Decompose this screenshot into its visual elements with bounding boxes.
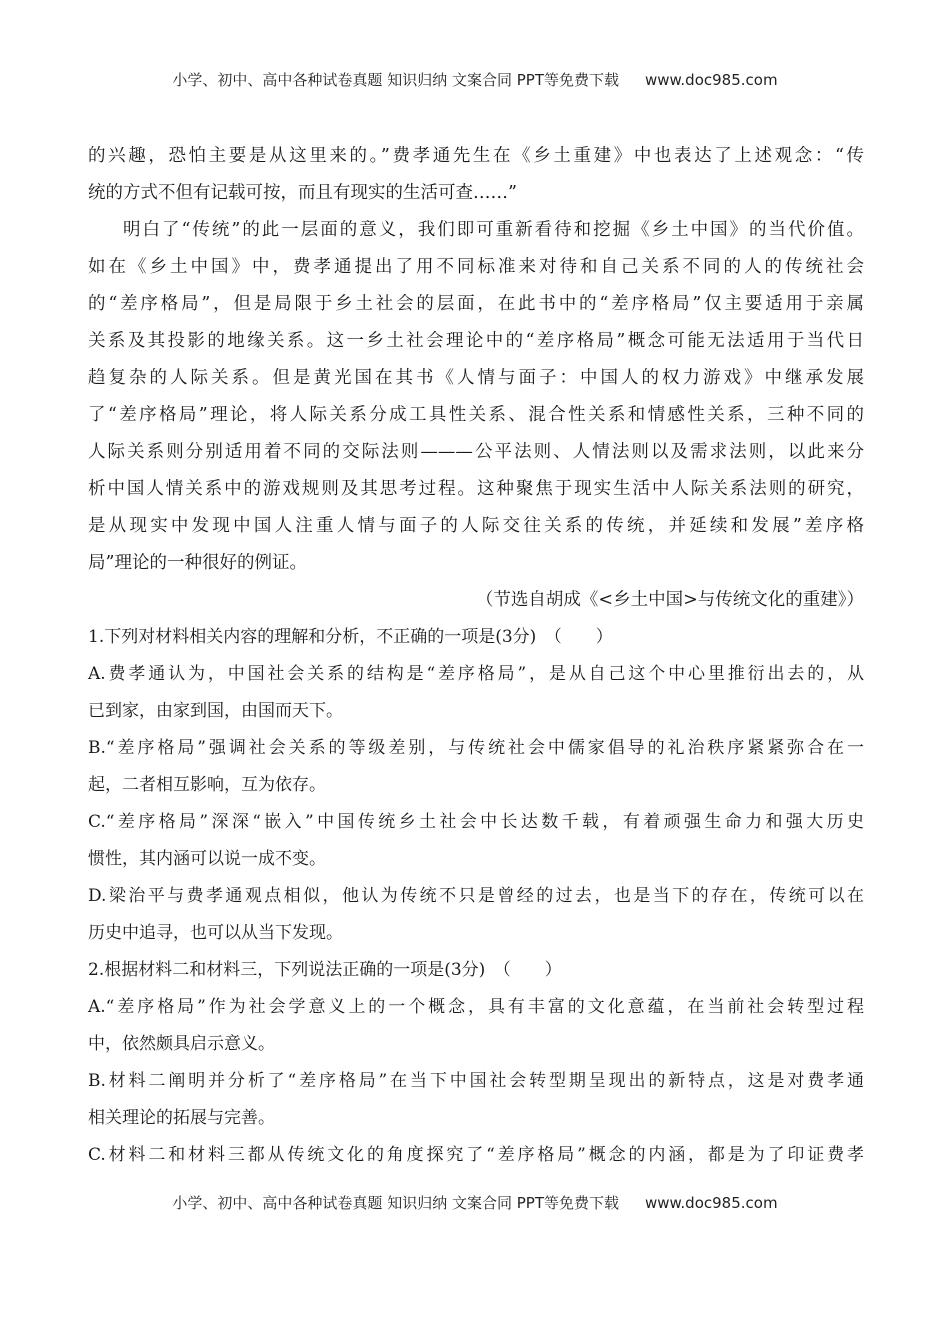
option-line: 相关理论的拓展与完善。	[88, 1108, 275, 1128]
option-line: A.费孝通认为，中国社会关系的结构是“差序格局”，是从自己这个中心里推衍出去的，从	[88, 664, 864, 684]
option-line: 起，二者相互影响，互为依存。	[88, 775, 326, 795]
source-citation: （节选自胡成《<乡土中国>与传统文化的重建》）	[475, 590, 864, 610]
option-line: C.材料二和材料三都从传统文化的角度探究了“差序格局”概念的内涵，都是为了印证费孝	[88, 1145, 864, 1165]
option-line: 中，依然颇具启示意义。	[88, 1034, 275, 1054]
option-line: B.“差序格局”强调社会关系的等级差别，与传统社会中儒家倡导的礼治秩序紧紧弥合在一	[88, 738, 864, 758]
passage-line: 的兴趣，恐怕主要是从这里来的。”费孝通先生在《乡土重建》中也表达了上述观念：“传	[88, 146, 864, 166]
option-line: D.梁治平与费孝通观点相似，他认为传统不只是曾经的过去，也是当下的存在，传统可以在	[88, 886, 864, 906]
passage-line: 析中国人情关系中的游戏规则及其思考过程。这种聚焦于现实生活中人际关系法则的研究，	[88, 479, 864, 499]
option-line: A.“差序格局”作为社会学意义上的一个概念，具有丰富的文化意蕴，在当前社会转型过程	[88, 997, 864, 1017]
option-line: 惯性，其内涵可以说一成不变。	[88, 849, 326, 869]
passage-line: 趋复杂的人际关系。但是黄光国在其书《人情与面子：中国人的权力游戏》中继承发展	[88, 368, 864, 388]
passage-line: 明白了“传统”的此一层面的意义，我们即可重新看待和挖掘《乡土中国》的当代价值。	[123, 220, 864, 240]
passage-line: 的“差序格局”，但是局限于乡土社会的层面，在此书中的“差序格局”仅主要适用于亲属	[88, 294, 864, 314]
passage-line: 人际关系则分别适用着不同的交际法则———公平法则、人情法则以及需求法则，以此来分	[88, 442, 864, 462]
passage-line: 关系及其投影的地缘关系。这一乡土社会理论中的“差序格局”概念可能无法适用于当代日	[88, 331, 864, 351]
document-body	[88, 138, 864, 1174]
header-url[interactable]: www.doc985.com	[644, 71, 778, 89]
question-1-stem: 1.下列对材料相关内容的理解和分析，不正确的一项是(3分) （ ）	[88, 627, 613, 647]
page-header	[0, 69, 950, 90]
page-footer	[0, 1192, 950, 1213]
option-line: 历史中追寻，也可以从当下发现。	[88, 923, 343, 943]
option-line: 已到家，由家到国，由国而天下。	[88, 701, 343, 721]
passage-line: 统的方式不但有记载可按，而且有现实的生活可查……”	[88, 183, 517, 203]
footer-text: 小学、初中、高中各种试卷真题 知识归纳 文案合同 PPT等免费下载	[172, 1194, 619, 1212]
passage-line: 局”理论的一种很好的例证。	[88, 553, 307, 573]
footer-url[interactable]: www.doc985.com	[644, 1194, 778, 1212]
option-line: C.“差序格局”深深“嵌入”中国传统乡土社会中长达数千载，有着顽强生命力和强大历史	[88, 812, 864, 832]
passage-line: 了“差序格局”理论，将人际关系分成工具性关系、混合性关系和情感性关系，三种不同的	[88, 405, 864, 425]
header-text: 小学、初中、高中各种试卷真题 知识归纳 文案合同 PPT等免费下载	[172, 71, 619, 89]
option-line: B.材料二阐明并分析了“差序格局”在当下中国社会转型期呈现出的新特点，这是对费孝通	[88, 1071, 864, 1091]
question-2-stem: 2.根据材料二和材料三，下列说法正确的一项是(3分) （ ）	[88, 960, 562, 980]
passage-line: 是从现实中发现中国人注重人情与面子的人际交往关系的传统，并延续和发展”差序格	[88, 516, 864, 536]
passage-line: 如在《乡土中国》中，费孝通提出了用不同标准来对待和自己关系不同的人的传统社会	[88, 257, 864, 277]
